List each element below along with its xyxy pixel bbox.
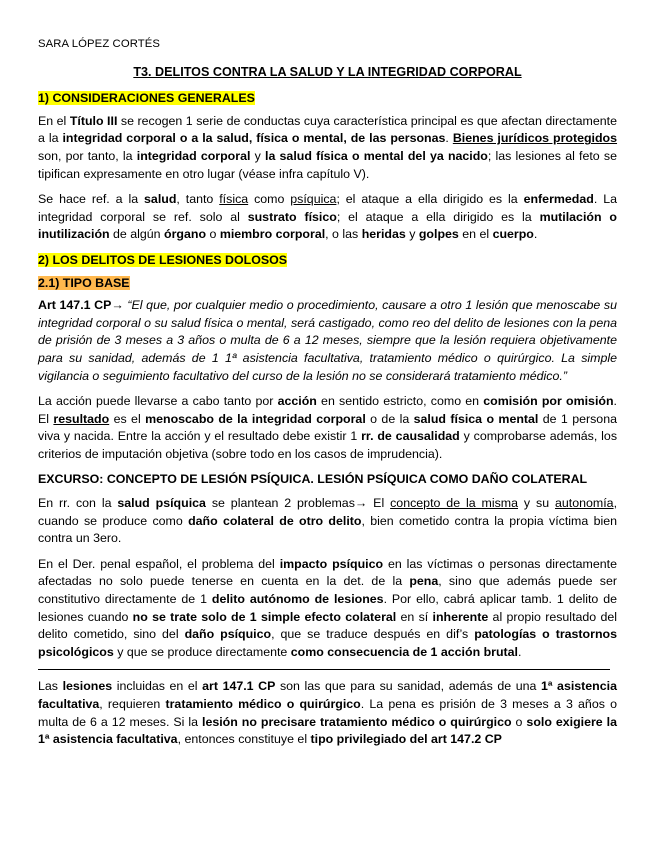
- section-heading-1-text: 1) CONSIDERACIONES GENERALES: [38, 91, 255, 106]
- author-name: SARA LÓPEZ CORTÉS: [38, 38, 161, 50]
- excurso-heading: EXCURSO: CONCEPTO DE LESIÓN PSÍQUICA. LESIÓN PSÍQUICA COMO DAÑO COLATERAL: [38, 472, 588, 487]
- paragraph-consideraciones-1: En el Título III se recogen 1 serie de conductas cuya característica principal es que afectan directamente a la integridad corporal o a la salud, física o mental, de las personas. Bienes jurídicos protegidos son, por tanto, la integridad corporal y la salud física o mental del ya nacido; las lesiones al feto se tipifican expresamente en otro lugar (véase infra capítulo V).: [38, 113, 618, 181]
- paragraph-accion-resultado: La acción puede llevarse a cabo tanto por acción en sentido estricto, como en comisión por omisión. El resultado es el menoscabo de la integridad corporal o de la salud física o mental de 1 persona viva y nacida. Entre la acción y el resultado debe existir 1 rr. de causalidad y comprobarse además, los criterios de imputación objetiva (sobre todo en los casos de imprudencia).: [38, 394, 618, 461]
- section-heading-2-text: 2) LOS DELITOS DE LESIONES DOLOSOS: [38, 252, 287, 267]
- paragraph-consideraciones-2: Se hace ref. a la salud, tanto física como psíquica; el ataque a ella dirigido es la enfermedad. La integridad corporal se ref. solo al sustrato físico; el ataque a ella dirigido es la mutilación o inutilización de algún órgano o miembro corporal, o las heridas y golpes en el cuerpo.: [38, 192, 617, 242]
- section-divider: [38, 669, 610, 670]
- paragraph-art-147-1: Art 147.1 CP→ “El que, por cualquier medio o procedimiento, causare a otro 1 lesión que menoscabe su integridad corporal o su salud física o mental, será castigado, como reo del delito de lesiones con la pena de prisión de 3 meses a 3 años o multa de 6 a 12 meses, siempre que la lesión requiera objetivamente para su sanidad, además de 1 1ª asistencia facultativa, tratamiento médico o quirúrgico. La simple vigilancia o seguimiento facultativo del curso de la lesión no se considerará tratamiento médico.”: [38, 298, 617, 383]
- section-heading-1: [38, 90, 617, 108]
- paragraph-salud-psiquica: En rr. con la salud psíquica se plantean 2 problemas→ El concepto de la misma y su autonomía, cuando se produce como daño colateral de otro delito, bien cometido contra la propia víctima bien contra un 3ero.: [38, 496, 618, 546]
- section-heading-2-1-text: 2.1) TIPO BASE: [38, 275, 130, 290]
- paragraph-lesiones-147: Las lesiones incluidas en el art 147.1 CP son las que para su sanidad, además de una 1ª asistencia facultativa, requieren tratamiento médico o quirúrgico. La pena es prisión de 3 meses a 3 años o multa de 6 a 12 meses. Si la lesión no precisare tratamiento médico o quirúrgico o solo exigiere la 1ª asistencia facultativa, entonces constituye el tipo privilegiado del art 147.2 CP: [38, 679, 618, 747]
- section-heading-2: [38, 252, 617, 270]
- document-title: T3. DELITOS CONTRA LA SALUD Y LA INTEGRIDAD CORPORAL: [133, 64, 522, 79]
- paragraph-impacto-psiquico: En el Der. penal español, el problema del impacto psíquico en las víctimas o personas directamente afectadas no solo puede tenerse en cuenta en la det. de la pena, sino que además puede ser constitutivo directamente de 1 delito autónomo de lesiones. Por ello, cabrá aplicar tamb. 1 delito de lesiones cuando no se trate solo de 1 simple efecto colateral en sí inherente al propio resultado del delito cometido, sino del daño psíquico, que se traduce después en dif’s patologías o trastornos psicológicos y que se produce directamente como consecuencia de 1 acción brutal.: [38, 556, 618, 659]
- section-heading-2-1: [38, 275, 617, 293]
